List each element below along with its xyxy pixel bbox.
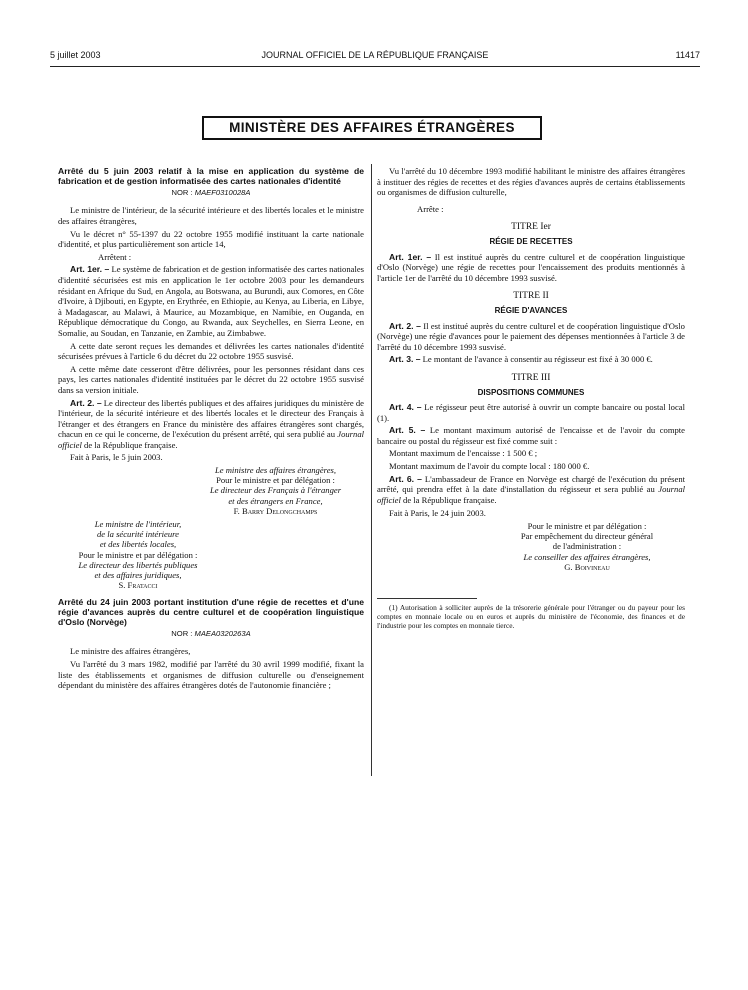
titre1-subheading: RÉGIE DE RECETTES: [489, 236, 573, 246]
arrete1-art2-journal: Journal officiel: [58, 429, 364, 450]
sig2-line3: et des libertés locales,: [99, 539, 177, 550]
arrete1-article2: [58, 398, 364, 451]
sig2-line4: Pour le ministre et par délégation :: [78, 549, 198, 560]
arrete2-art1-label: Art. 1er. –: [389, 251, 432, 262]
column-divider: [371, 164, 372, 776]
titre3-subheading: DISPOSITIONS COMMUNES: [477, 387, 585, 397]
arrete2-article6: [377, 474, 685, 506]
sig2-line5: Le directeur des libertés publiques: [78, 559, 198, 570]
sig1-line2: Pour le ministre et par délégation :: [216, 475, 335, 486]
arrete2-nor-code: MAEA0320263A: [194, 628, 251, 638]
arrete1-para2: Vu le décret n° 55-1397 du 22 octobre 1955 modifié instituant la carte nationale d'identité, et plus particulièrement son article 14,: [58, 228, 364, 250]
arrete2-art5-label: Art. 5. –: [389, 425, 426, 436]
arrete2-art4-text: Le régisseur peut être autorisé à ouvrir un compte bancaire ou postal local (1).: [377, 402, 685, 423]
arrete2-signature: [377, 521, 677, 572]
arrete2-art6-text-a: L'ambassadeur de France en Norvège est chargé de l'exécution du présent arrêté, qui prendra effet à la date d'installation du régisseur et sera publié au: [377, 473, 686, 495]
titre1-heading: TITRE Ier: [511, 222, 551, 233]
arrete1-signature-2: [58, 519, 218, 590]
arrete1-title: Arrêté du 5 juin 2003 relatif à la mise en application du système de fabrication et de gestion informatisée des cartes nationales d'identité: [58, 166, 364, 187]
sig3-line3: de l'administration :: [552, 541, 622, 552]
arrete1-nor-label: NOR :: [171, 187, 193, 197]
arrete2-art2-text: Il est institué auprès du centre culturel et de coopération linguistique d'Oslo (Norvège) une régie d'avances pour le paiement des dépenses mentionnées à l'article 3 de l'arrêté du 10 décembre 1993 susvisé.: [377, 320, 685, 352]
arrete1-art1-label: Art. 1er. –: [70, 264, 110, 275]
arrete1-art2-text-a: Le directeur des libertés publiques et des affaires juridiques du ministère de l'intérieur, de la sécurité intérieure et des libertés locales et le directeur des Français à l'étranger et des étrangers en France du ministère des affaires étrangères sont chargés, chacun en ce qui le concerne, de l'exécution du présent arrêté, qui sera publié au: [58, 397, 364, 440]
arrete2-article2: [377, 321, 685, 353]
sig1-line3: Le directeur des Français à l'étranger: [209, 485, 342, 496]
titre3-heading: TITRE III: [511, 372, 551, 383]
arrete2-art5-text: Le montant maximum autorisé de l'encaisse et de l'avoir du compte bancaire ou postal du régisseur est fixé comme suit :: [377, 425, 685, 446]
titre2-subheading: RÉGIE D'AVANCES: [494, 305, 568, 315]
sig1-line4: et des étrangers en France,: [228, 495, 323, 506]
arrete2-title: Arrêté du 24 juin 2003 portant institution d'une régie de recettes et d'une régie d'avances auprès du centre culturel et de coopération linguistique d'Oslo (Norvège): [58, 596, 364, 628]
sig1-line1: Le ministre des affaires étrangères,: [214, 465, 337, 476]
header-date: 5 juillet 2003: [50, 50, 101, 60]
arrete1-art1-text: Le système de fabrication et de gestion informatisée des cartes nationales d'identité sécurisées est mis en application le 1er octobre 2003 pour les demandeurs résidant en Afrique du Sud, en Angola, au Botswana, au Burundi, aux Comores, en Côte d'Ivoire, à Djibouti, en Egypte, en Erythrée, en Ethiopie, au Kenya, au Liberia, en Libye, à Madagascar, au Malawi, à Maurice, au Mozambique, en Namibie, en Ouganda, en République démocratique du Congo, au Rwanda, aux Seychelles, en Sierra Leone, en Somalie, au Soudan, en Tanzanie, en Zambie, au Zimbabwe.: [58, 264, 364, 338]
arrete2-para3: Vu l'arrêté du 10 décembre 1993 modifié habilitant le ministre des affaires étrangères à instituer des régies de recettes et des régies d'avances auprès de certains établissements ou organismes de diffusion culturelle,: [377, 166, 685, 198]
arrete2-art2-label: Art. 2. –: [389, 320, 421, 331]
arrete2-nor-label: NOR :: [171, 628, 193, 638]
arrete2-art3-label: Art. 3. –: [389, 354, 421, 365]
arrete2-fait: Fait à Paris, le 24 juin 2003.: [389, 508, 486, 519]
sig2-line1: Le ministre de l'intérieur,: [94, 519, 182, 530]
arrete2-art3-text: Le montant de l'avance à consentir au régisseur est fixé à 30 000 €.: [420, 354, 653, 365]
arrete2-article1: [377, 252, 685, 284]
arrete1-signature-1: [58, 465, 348, 516]
right-column: [377, 166, 685, 630]
sig3-line1: Pour le ministre et par délégation :: [527, 521, 647, 532]
ministry-title-box: [202, 116, 542, 140]
arrete2-montant2: Montant maximum de l'avoir du compte local : 180 000 €.: [389, 461, 590, 472]
sig3-name: G. Boivineau: [564, 561, 610, 572]
page-header: [50, 50, 700, 64]
arrete2-art6-label: Art. 6. –: [389, 473, 422, 484]
ministry-title: MINISTÈRE DES AFFAIRES ÉTRANGÈRES: [229, 120, 515, 135]
sig1-name: F. Barry Delongchamps: [233, 505, 318, 516]
arrete1-art2-label: Art. 2. –: [70, 397, 102, 408]
titre2-heading: TITRE II: [513, 291, 549, 302]
arrete2-art4-label: Art. 4. –: [389, 402, 422, 413]
arrete2-para1: Le ministre des affaires étrangères,: [70, 646, 191, 657]
sig2-name: S. Fratacci: [118, 580, 158, 591]
arrete1-art2-text-b: de la République française.: [81, 439, 178, 450]
sig3-line4: Le conseiller des affaires étrangères,: [523, 551, 651, 562]
sig2-line2: de la sécurité intérieure: [96, 529, 179, 540]
sig2-line6: et des affaires juridiques,: [94, 570, 182, 581]
arrete1-para4: A cette même date cesseront d'être délivrées, pour les personnes résidant dans ces pays, les cartes nationales d'identité instituées par le décret du 22 octobre 1955 susvisé dans sa version initiale.: [58, 363, 364, 395]
header-rule: [50, 66, 700, 67]
footnote: (1) Autorisation à solliciter auprès de la trésorerie générale pour l'étranger ou du payeur pour les comptes en monnaie locale ou en euros et auprès du ministère de l'économie, des finances et de l'industrie pour les comptes en monnaie tierce.: [377, 603, 685, 631]
arrete2-arrete: Arrête :: [417, 203, 444, 214]
arrete2-para2: Vu l'arrêté du 3 mars 1982, modifié par l'arrêté du 30 avril 1999 modifié, fixant la liste des établissements et organismes de diffusion culturelle ou d'enseignement dépendant du ministère des affaires étrangères dotés de l'autonomie financière ;: [58, 658, 364, 691]
header-journal-title: JOURNAL OFFICIEL DE LA RÉPUBLIQUE FRANÇAISE: [261, 50, 489, 60]
arrete1-nor-code: MAEF0310028A: [194, 187, 251, 197]
arrete1-article1: [58, 264, 364, 338]
footnote-rule: [377, 598, 477, 599]
arrete1-arretent: Arrêtent :: [98, 251, 132, 262]
arrete1-fait: Fait à Paris, le 5 juin 2003.: [70, 452, 163, 463]
arrete1-para3: A cette date seront reçues les demandes et délivrées les cartes nationales d'identité sécurisées prévues à l'article 6 du décret du 22 octobre 1955 susvisé.: [58, 340, 364, 362]
arrete1-nor: [58, 188, 364, 199]
arrete2-art6-journal: Journal officiel: [377, 484, 685, 505]
arrete2-article5: [377, 425, 685, 446]
header-page-number: 11417: [675, 50, 700, 60]
arrete2-art6-text-b: de la République française.: [400, 494, 497, 505]
arrete2-article4: [377, 402, 685, 423]
arrete1-para1: Le ministre de l'intérieur, de la sécurité intérieure et des libertés locales et le ministre des affaires étrangères,: [58, 205, 364, 226]
left-column: [58, 166, 364, 693]
arrete2-nor: [58, 629, 364, 640]
sig3-line2: Par empêchement du directeur général: [520, 531, 654, 542]
arrete2-art1-text: Il est institué auprès du centre culturel et de coopération linguistique d'Oslo (Norvège) une régie de recettes pour l'encaissement des produits mentionnés à l'article 1er de l'arrêté du 10 décembre 1993 susvisé.: [377, 251, 685, 283]
arrete2-montant1: Montant maximum de l'encaisse : 1 500 € ;: [389, 448, 538, 459]
arrete2-article3: [377, 354, 685, 365]
